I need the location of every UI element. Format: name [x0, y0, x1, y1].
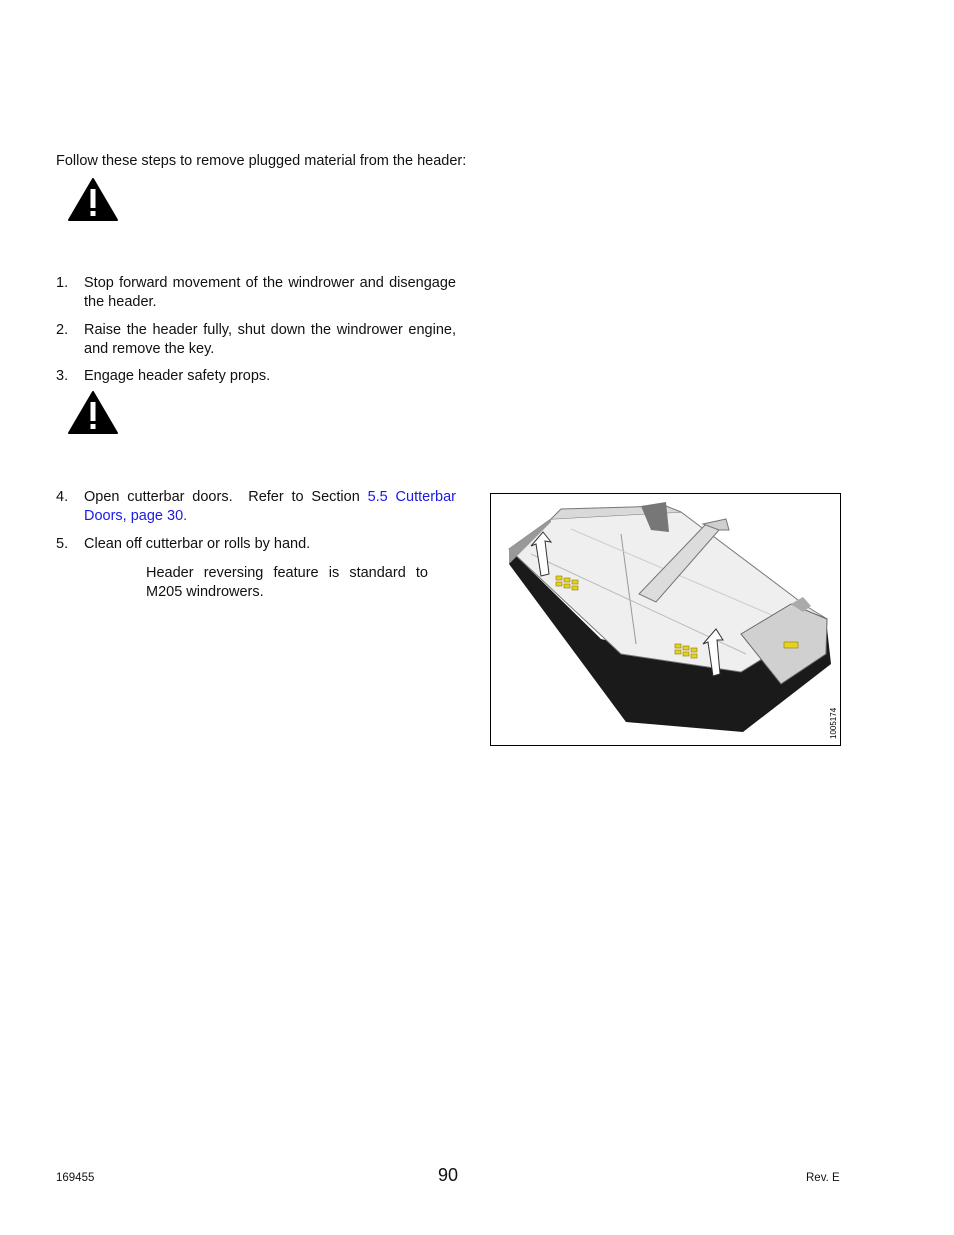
step-number: 2.: [56, 322, 69, 338]
step-4: [56, 488, 456, 525]
header-cutterbar-figure: [490, 493, 841, 746]
document-number: 169455: [56, 1172, 95, 1184]
intro-text: Follow these steps to remove plugged material from the header:: [56, 153, 467, 169]
figure-id-label: 1005174: [829, 707, 838, 739]
warning-triangle-icon: [67, 390, 119, 436]
step-2: [56, 321, 456, 358]
cross-reference-prefix: Refer to Section: [248, 489, 360, 505]
step-5: [56, 535, 456, 554]
cutterbar-doors-link[interactable]: 5.5 Cutterbar Doors, page 30: [84, 489, 456, 524]
step-number: 4.: [56, 489, 69, 505]
step-number: 5.: [56, 536, 69, 552]
step-number: 1.: [56, 275, 69, 291]
step-text-main: Open cutterbar doors.: [84, 489, 233, 505]
step-text: [84, 488, 456, 525]
step-number: 3.: [56, 368, 69, 384]
page-number: 90: [438, 1165, 459, 1185]
note-text: Header reversing feature is standard to M205 windrowers.: [146, 565, 428, 600]
warning-triangle-icon: [67, 177, 119, 223]
link-period: .: [183, 507, 188, 524]
header-illustration: [491, 494, 840, 745]
step-1: [56, 274, 456, 311]
revision-label: Rev. E: [806, 1172, 840, 1184]
step-text: Stop forward movement of the windrower and disengage the header.: [84, 275, 456, 310]
step-text: Raise the header fully, shut down the windrower engine, and remove the key.: [84, 322, 456, 357]
step-3: [56, 367, 456, 386]
step-text: Engage header safety props.: [84, 368, 271, 384]
step-text: Clean off cutterbar or rolls by hand.: [84, 536, 311, 552]
